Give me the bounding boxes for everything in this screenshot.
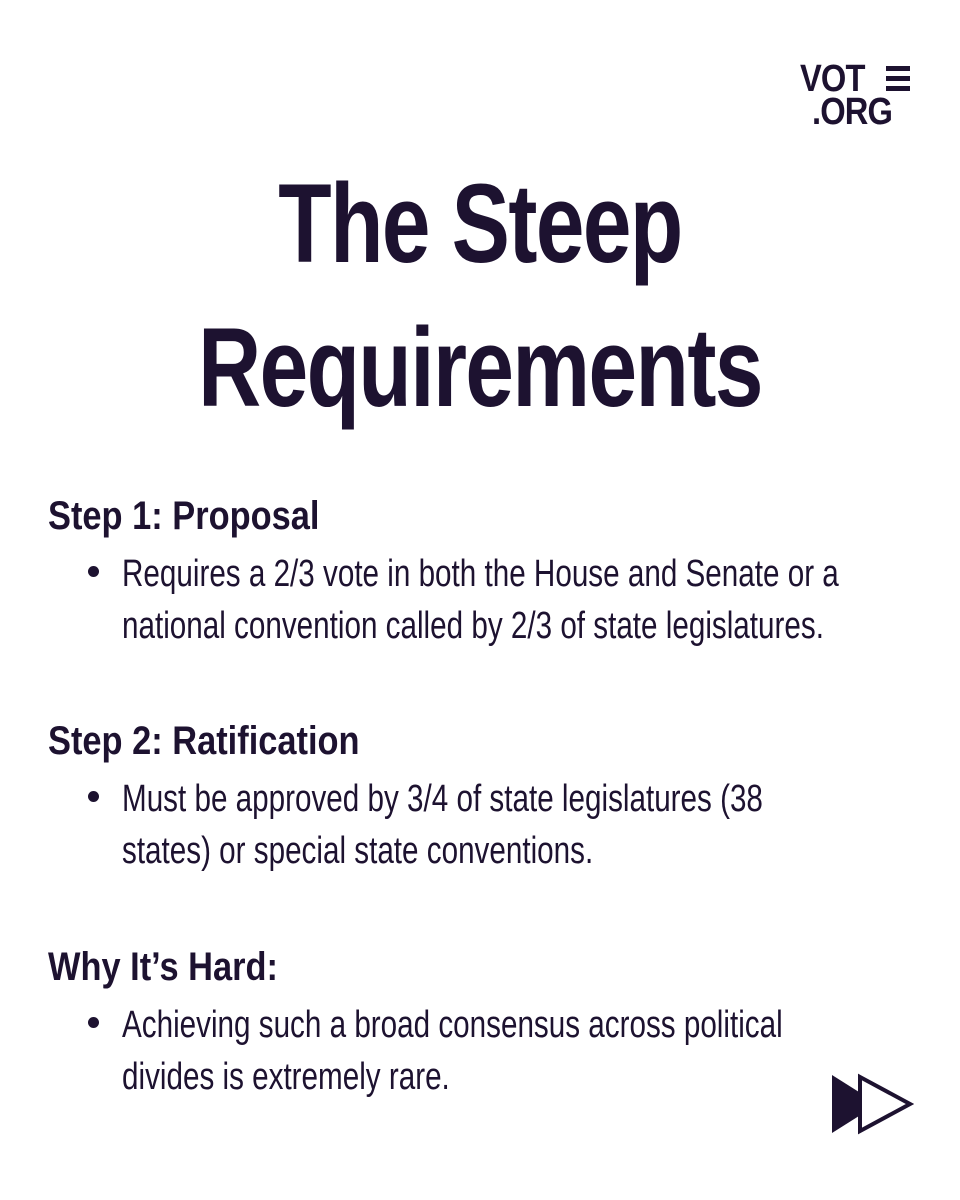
logo-text-org: .ORG: [812, 91, 893, 133]
page-title-line-1: The Steep: [278, 161, 682, 286]
section-heading-why-hard: Why It’s Hard:: [48, 945, 278, 989]
bullet-dot: [88, 566, 99, 577]
section-heading-step-1: Step 1: Proposal: [48, 494, 320, 538]
list-item: [48, 773, 928, 877]
vote-org-logo: [800, 58, 912, 133]
section-heading-step-2: Step 2: Ratification: [48, 719, 360, 763]
bullet-text-step-1: Requires a 2/3 vote in both the House and Senate or a national convention called by 2/3 of state legislatures.: [122, 553, 839, 647]
section-step-2: [48, 717, 928, 877]
bullet-text-step-2: Must be approved by 3/4 of state legislatures (38 states) or special state conventions.: [122, 778, 763, 872]
list-item: [48, 999, 928, 1103]
logo-e-bars: [886, 66, 910, 92]
section-step-1: [48, 492, 928, 652]
page-title-line-2: Requirements: [198, 305, 762, 430]
bullet-dot: [88, 791, 99, 802]
double-chevron-right-icon[interactable]: [830, 1073, 914, 1135]
bullet-text-why-hard: Achieving such a broad consensus across political divides is extremely rare.: [122, 1004, 783, 1098]
logo-text-vot: VOT: [800, 58, 865, 100]
next-arrow-svg: [830, 1073, 914, 1135]
page-title: [0, 152, 960, 440]
list-item: [48, 548, 928, 652]
bullet-dot: [88, 1017, 99, 1028]
arrow-outline: [860, 1077, 910, 1131]
section-why-hard: [48, 943, 928, 1103]
